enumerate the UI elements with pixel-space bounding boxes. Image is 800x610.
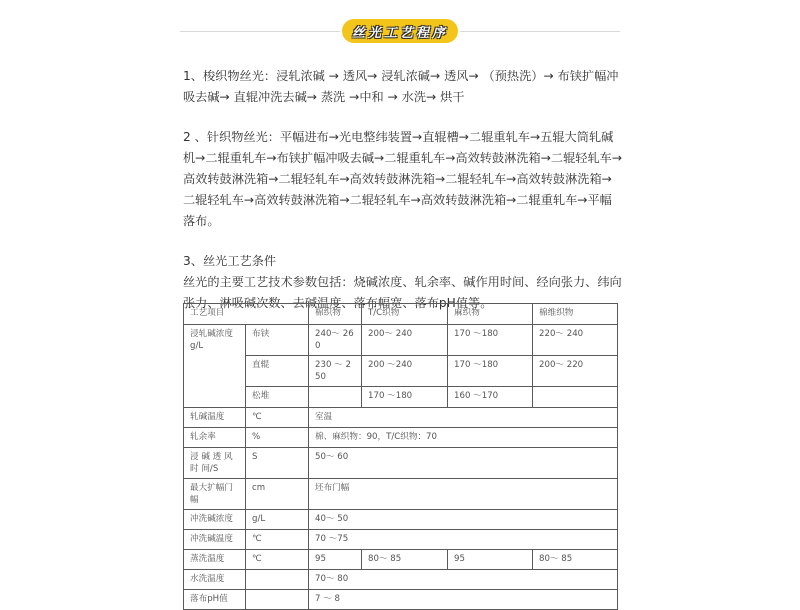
paragraph-conditions-title: 3、丝光工艺条件 [183, 254, 277, 268]
table-row [184, 428, 618, 448]
table-header-row [184, 304, 618, 325]
cell-item: 最大扩幅门幅 [184, 479, 246, 510]
cell-unit: ℃ [246, 408, 309, 428]
cell-sub: 布铗 [246, 325, 309, 356]
cell-value: 70 ～75 [309, 530, 618, 550]
table-row [184, 356, 618, 387]
cell-sub: 直辊 [246, 356, 309, 387]
cell-hemp: 95 [448, 550, 533, 570]
cell-item: 冲洗碱浓度 [184, 510, 246, 530]
cell-value: 坯布门幅 [309, 479, 618, 510]
cell-cotton-vinylon: 200～ 220 [533, 356, 618, 387]
cell-unit: S [246, 448, 309, 479]
table-row [184, 590, 618, 610]
cell-value: 50～ 60 [309, 448, 618, 479]
cell-concentration-label: 浸轧碱浓度 g/L [184, 325, 246, 408]
article-body [183, 66, 623, 314]
cell-cotton-vinylon: 220～ 240 [533, 325, 618, 356]
cell-unit: ℃ [246, 530, 309, 550]
header-cell-cotton-vinylon: 棉维织物 [533, 304, 618, 325]
cell-value: 40～ 50 [309, 510, 618, 530]
cell-sub: 松堆 [246, 387, 309, 408]
cell-tc: 200 ～240 [362, 356, 448, 387]
table-row [184, 510, 618, 530]
paragraph-knitted-mercerizing: 2 、针织物丝光：平幅进布→光电整纬装置→直辊槽→二辊重轧车→五辊大筒轧碱机→二辊重轧车→布铗扩幅冲吸去碱→二辊重轧车→高效转鼓淋洗箱→二辊轻轧车→高效转鼓淋洗箱→二辊轻轧车→高效转鼓淋洗箱→二辊轻轧车→高效转鼓淋洗箱→二辊轻轧车→高效转鼓淋洗箱→二辊轻轧车→高效转鼓淋洗箱→二辊重轧车→平幅落布。 [183, 130, 623, 228]
cell-item: 轧余率 [184, 428, 246, 448]
cell-item: 蒸洗温度 [184, 550, 246, 570]
table-row [184, 408, 618, 428]
cell-unit: % [246, 428, 309, 448]
cell-cotton-vinylon [533, 387, 618, 408]
header-cell-item: 工艺项目 [184, 304, 309, 325]
process-conditions-table [183, 303, 618, 610]
cell-tc: 80～ 85 [362, 550, 448, 570]
cell-cotton: 95 [309, 550, 362, 570]
cell-unit: g/L [246, 510, 309, 530]
cell-tc: 200～ 240 [362, 325, 448, 356]
header-divider-right [460, 31, 620, 32]
cell-tc: 170 ～180 [362, 387, 448, 408]
cell-unit: ℃ [246, 550, 309, 570]
cell-unit: cm [246, 479, 309, 510]
table-row [184, 448, 618, 479]
table-row [184, 387, 618, 408]
page-title: 丝光工艺程序 [351, 25, 448, 41]
cell-value: 室温 [309, 408, 618, 428]
cell-hemp: 160 ～170 [448, 387, 533, 408]
cell-hemp: 170 ～180 [448, 325, 533, 356]
table-row [184, 325, 618, 356]
cell-cotton-vinylon: 80～ 85 [533, 550, 618, 570]
header-badge [342, 19, 458, 43]
cell-item: 落布pH值 [184, 590, 246, 610]
cell-item: 水洗温度 [184, 570, 246, 590]
cell-value: 7 ～ 8 [309, 590, 618, 610]
table-row [184, 530, 618, 550]
cell-cotton: 230 ～ 250 [309, 356, 362, 387]
section-header [180, 14, 620, 46]
header-divider-left [180, 31, 340, 32]
cell-unit [246, 570, 309, 590]
cell-item: 浸 碱 透 风 时 间/S [184, 448, 246, 479]
table-row [184, 570, 618, 590]
cell-item: 冲洗碱温度 [184, 530, 246, 550]
cell-cotton [309, 387, 362, 408]
header-cell-tc: T/C织物 [362, 304, 448, 325]
header-cell-hemp: 麻织物 [448, 304, 533, 325]
table-row [184, 550, 618, 570]
cell-value: 棉、麻织物：90，T/C织物：70 [309, 428, 618, 448]
paragraph-woven-mercerizing: 1、梭织物丝光：浸轧浓碱 → 透风→ 浸轧浓碱→ 透风→ （预热洗）→ 布铗扩幅冲吸去碱→ 直辊冲洗去碱→ 蒸洗 →中和 → 水洗→ 烘干 [183, 69, 619, 104]
paragraph-conditions-body: 丝光的主要工艺技术参数包括：烧碱浓度、轧余率、碱作用时间、经向张力、纬向张力、淋吸碱次数、去碱温度、落布幅宽、落布pH值等。 [183, 275, 622, 310]
table-row [184, 479, 618, 510]
cell-unit [246, 590, 309, 610]
cell-item: 轧碱温度 [184, 408, 246, 428]
cell-value: 70～ 80 [309, 570, 618, 590]
header-cell-cotton: 棉织物 [309, 304, 362, 325]
cell-hemp: 170 ～180 [448, 356, 533, 387]
cell-cotton: 240～ 260 [309, 325, 362, 356]
